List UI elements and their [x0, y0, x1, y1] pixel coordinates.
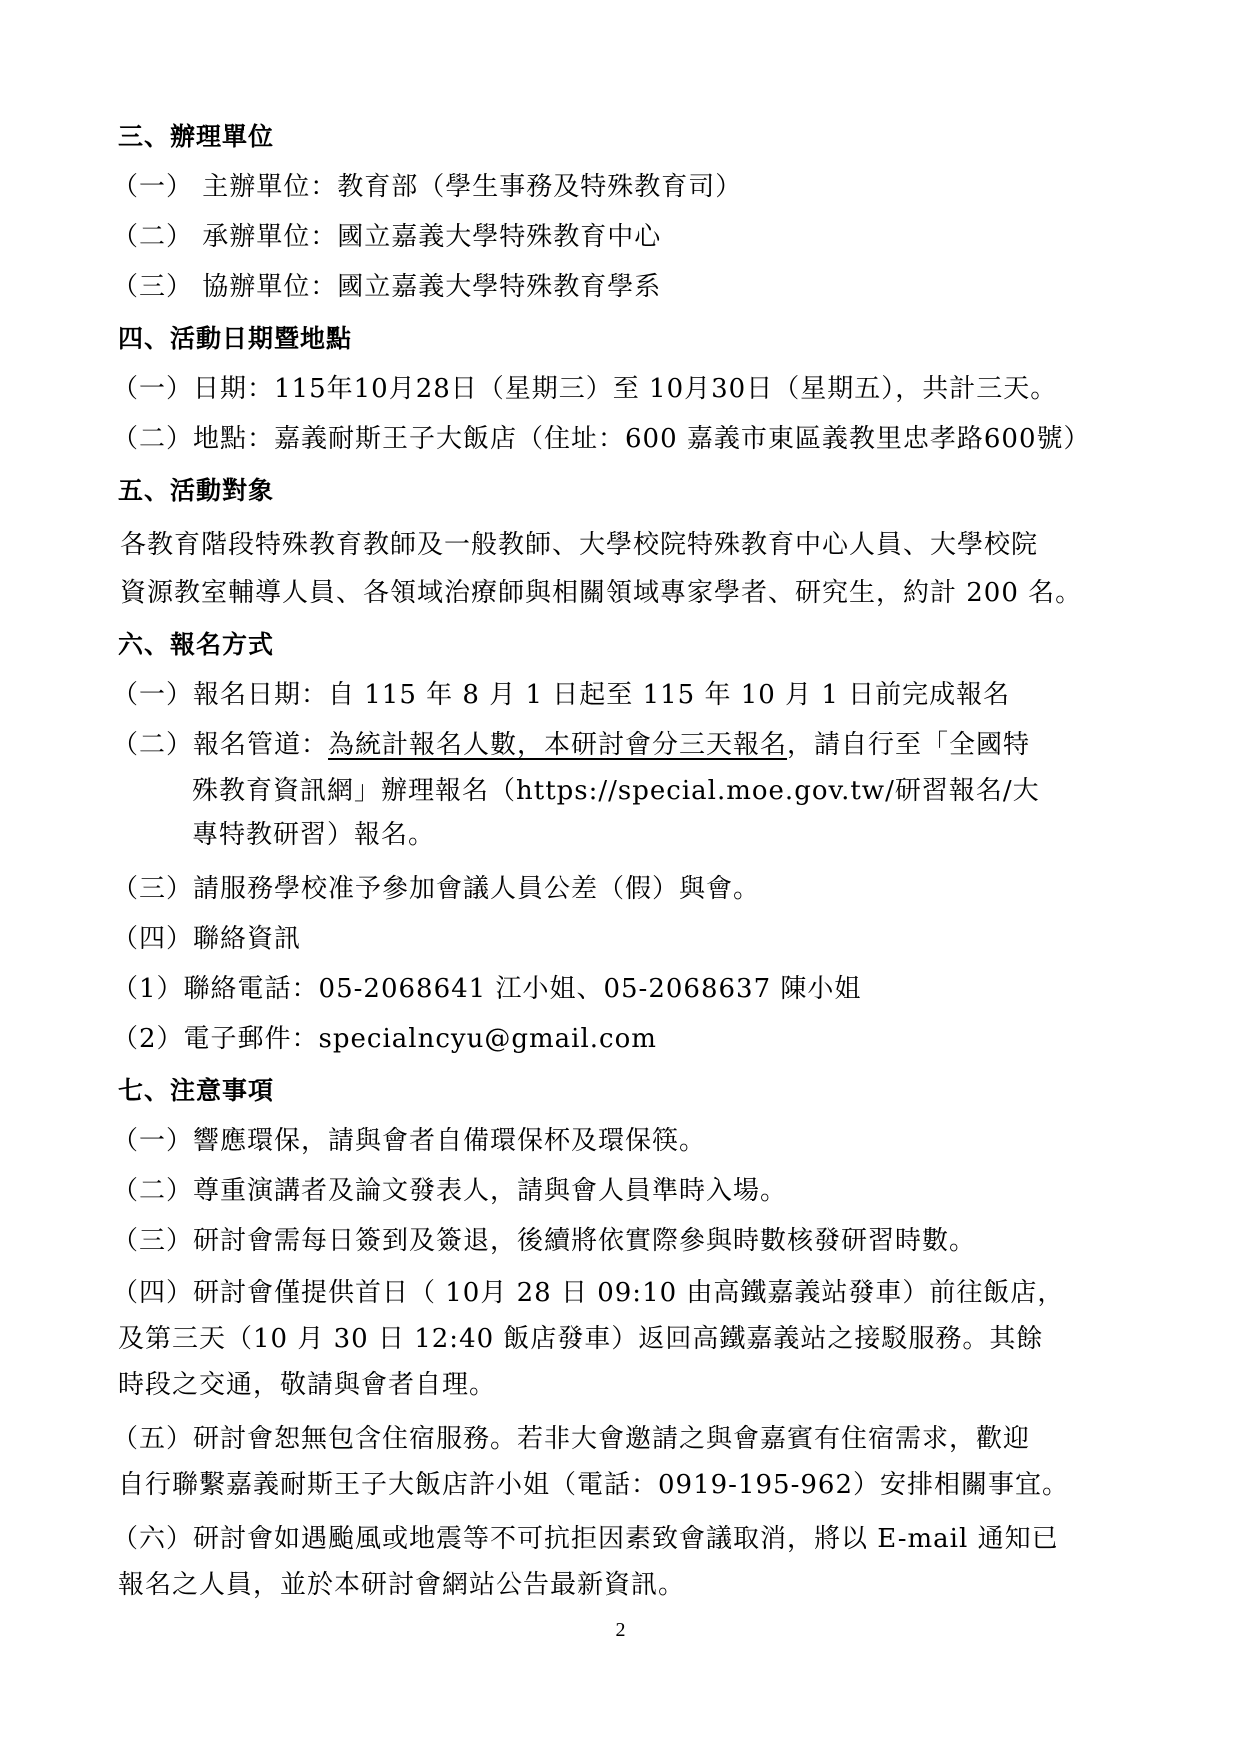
- list-item: （二） 承辦單位：國立嘉義大學特殊教育中心: [112, 222, 662, 252]
- page-number: 2: [615, 1619, 626, 1641]
- list-item-continuation: 自行聯繫嘉義耐斯王子大飯店許小姐（電話：0919-195-962）安排相關事宜。: [118, 1470, 1069, 1500]
- contact-email: （2）電子郵件：specialncyu@gmail.com: [112, 1024, 657, 1054]
- item-prefix: （二）報名管道：: [112, 730, 329, 760]
- contact-phone: （1）聯絡電話：05-2068641 江小姐、05-2068637 陳小姐: [112, 974, 862, 1004]
- list-item: （四）研討會僅提供首日（ 10月 28 日 09:10 由高鐵嘉義站發車）前往飯店，: [112, 1278, 1065, 1308]
- list-item-continuation: 報名之人員，並於本研討會網站公告最新資訊。: [118, 1570, 686, 1600]
- list-item: （三）請服務學校准予參加會議人員公差（假）與會。: [112, 874, 761, 904]
- section-heading-notes: 七、注意事項: [118, 1076, 275, 1105]
- list-item: （一）日期：115年10月28日（星期三）至 10月30日（星期五），共計三天。: [112, 374, 1058, 404]
- list-item: （五）研討會恕無包含住宿服務。若非大會邀請之與會嘉賓有住宿需求，歡迎: [112, 1424, 1031, 1454]
- section-heading-registration: 六、報名方式: [118, 630, 275, 659]
- list-item-continuation: 殊教育資訊網」辦理報名（https://special.moe.gov.tw/研習報名/大: [192, 776, 1040, 806]
- item-suffix: ，請自行至「全國特: [787, 730, 1031, 760]
- list-item: （三） 協辦單位：國立嘉義大學特殊教育學系: [112, 272, 662, 302]
- list-item-registration-channel: [112, 728, 1030, 762]
- list-item: （六）研討會如遇颱風或地震等不可抗拒因素致會議取消，將以 E-mail 通知已: [112, 1524, 1059, 1554]
- section-heading-participants: 五、活動對象: [118, 476, 275, 505]
- paragraph-line: 各教育階段特殊教育教師及一般教師、大學校院特殊教育中心人員、大學校院: [120, 530, 1039, 560]
- list-item: （二）尊重演講者及論文發表人，請與會人員準時入場。: [112, 1176, 788, 1206]
- list-item: （一）響應環保，請與會者自備環保杯及環保筷。: [112, 1126, 707, 1156]
- list-item: （一）報名日期：自 115 年 8 月 1 日起至 115 年 10 月 1 日前完成報名: [112, 680, 1011, 710]
- list-item: （二）地點：嘉義耐斯王子大飯店（住址：600 嘉義市東區義教里忠孝路600號）: [112, 424, 1091, 454]
- list-item-continuation: 時段之交通，敬請與會者自理。: [118, 1370, 497, 1400]
- section-heading-organizers: 三、辦理單位: [118, 122, 275, 151]
- list-item: （三）研討會需每日簽到及簽退，後續將依實際參與時數核發研習時數。: [112, 1226, 977, 1256]
- list-item-continuation: 專特教研習）報名。: [192, 820, 436, 850]
- list-item: （四）聯絡資訊: [112, 924, 302, 954]
- underlined-note: 為統計報名人數，本研討會分三天報名: [328, 730, 788, 760]
- paragraph-line: 資源教室輔導人員、各領域治療師與相關領域專家學者、研究生，約計 200 名。: [120, 578, 1083, 608]
- list-item-continuation: 及第三天（10 月 30 日 12:40 飯店發車）返回高鐵嘉義站之接駁服務。其餘: [118, 1324, 1044, 1354]
- list-item: （一） 主辦單位：教育部（學生事務及特殊教育司）: [112, 172, 743, 202]
- section-heading-date-location: 四、活動日期暨地點: [118, 324, 353, 353]
